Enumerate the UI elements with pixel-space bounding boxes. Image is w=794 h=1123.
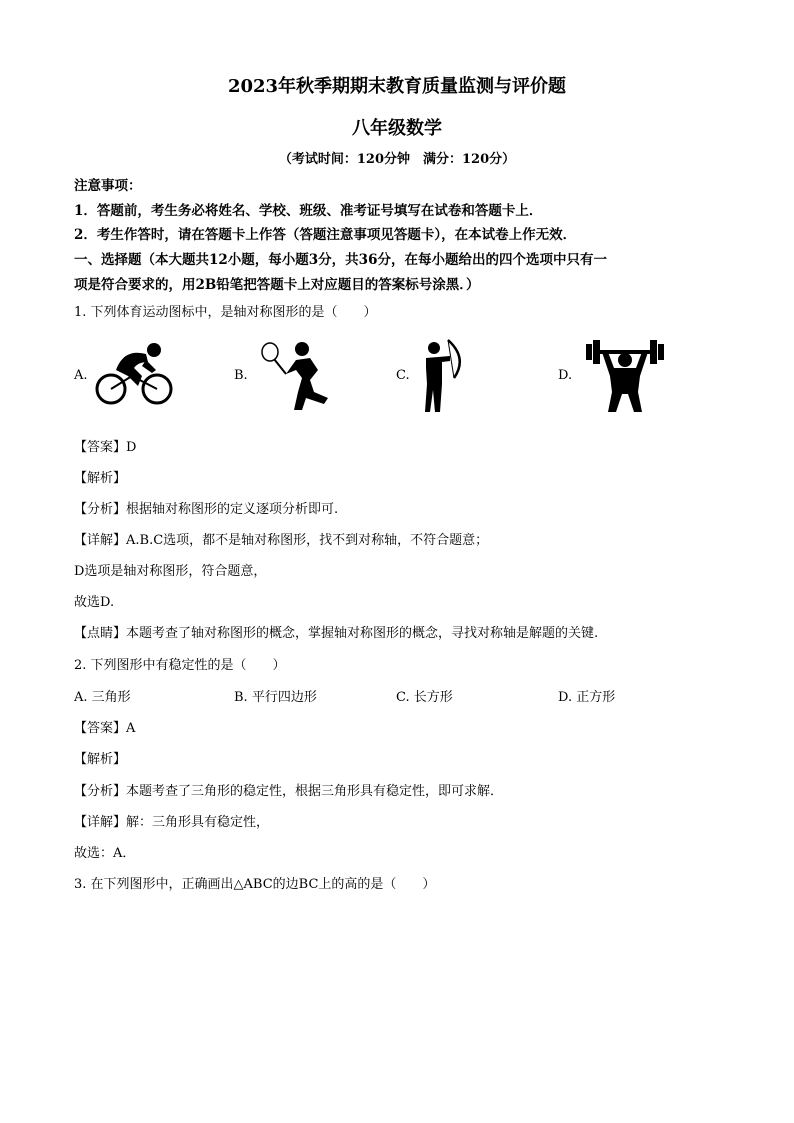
weightlifting-icon	[584, 336, 666, 416]
q2-option-d: D. 正方形	[558, 690, 616, 705]
q1-choose: 故选D.	[74, 595, 115, 610]
q1-answer: 【答案】D	[74, 440, 137, 455]
q1-option-d-label: D.	[558, 368, 573, 383]
q2-option-a: A. 三角形	[74, 690, 131, 705]
notice-heading: 注意事项：	[74, 178, 142, 194]
q1-option-c-label: C.	[396, 368, 410, 383]
q2-analysis: 【分析】本题考查了三角形的稳定性，根据三角形具有稳定性，即可求解．	[74, 784, 504, 799]
q1-analysis: 【分析】根据轴对称图形的定义逐项分析即可.	[74, 502, 339, 517]
q2-option-c: C. 长方形	[396, 690, 453, 705]
q2-choose: 故选：A．	[74, 846, 136, 861]
section-heading-line1: 一、选择题（本大题共12小题，每小题3分，共36分，在每小题给出的四个选项中只有一	[74, 252, 607, 268]
q1-detail-1: 【详解】A.B.C选项，都不是轴对称图形，找不到对称轴，不符合题意；	[74, 533, 489, 548]
q1-option-b-label: B.	[234, 368, 248, 383]
archery-icon	[418, 338, 468, 414]
q1-option-a-label: A.	[74, 368, 88, 383]
notice-item-1: 1．答题前，考生务必将姓名、学校、班级、准考证号填写在试卷和答题卡上．	[74, 203, 543, 219]
section-heading-line2: 项是符合要求的，用2B铅笔把答题卡上对应题目的答案标号涂黑．）	[74, 277, 480, 293]
q2-analysis-tag: 【解析】	[74, 752, 127, 767]
subject-title: 八年级数学	[352, 118, 442, 139]
q3-stem: 3. 在下列图形中，正确画出△ABC的边BC上的高的是（ ）	[74, 877, 436, 892]
notice-item-2: 2．考生作答时，请在答题卡上作答（答题注意事项见答题卡），在本试卷上作无效．	[74, 227, 577, 243]
q2-option-b: B. 平行四边形	[234, 690, 317, 705]
q2-answer: 【答案】A	[74, 721, 136, 736]
q2-detail: 【详解】解：三角形具有稳定性，	[74, 815, 270, 830]
cycling-icon	[94, 340, 176, 406]
q1-stem: 1. 下列体育运动图标中，是轴对称图形的是（ ）	[74, 305, 377, 320]
q1-analysis-tag: 【解析】	[74, 471, 127, 486]
q2-stem: 2. 下列图形中有稳定性的是（ ）	[74, 658, 286, 673]
q1-detail-2: D选项是轴对称图形，符合题意，	[74, 564, 267, 579]
exam-title: 2023年秋季期期末教育质量监测与评价题	[227, 76, 567, 97]
badminton-icon	[258, 340, 338, 412]
exam-info: （考试时间：120分钟 满分：120分）	[278, 152, 516, 167]
q1-comment: 【点睛】本题考查了轴对称图形的概念，掌握轴对称图形的概念，寻找对称轴是解题的关键.	[74, 626, 599, 641]
